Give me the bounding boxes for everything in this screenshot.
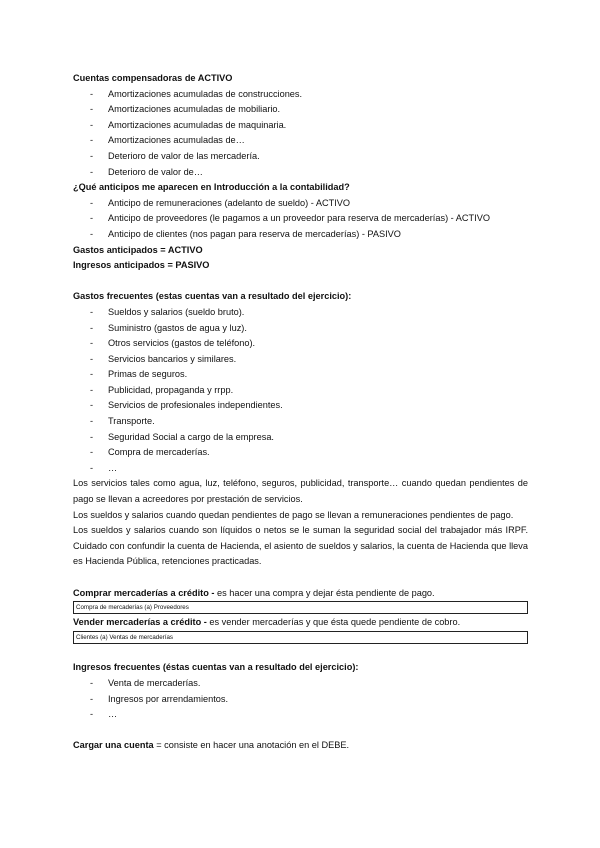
list-item: - Servicios de profesionales independientes. bbox=[73, 398, 528, 414]
ingresos-anticipados-rule: Ingresos anticipados = PASIVO bbox=[73, 260, 210, 271]
list-item: - Publicidad, propaganda y rrpp. bbox=[73, 383, 528, 399]
spacer bbox=[73, 645, 528, 661]
list-item: - … bbox=[73, 707, 528, 723]
list-item: - Compra de mercaderías. bbox=[73, 445, 528, 461]
list-item: - Primas de seguros. bbox=[73, 367, 528, 383]
venta-journal-entry: Clientes (a) Ventas de mercaderías bbox=[73, 631, 528, 644]
list-item: - Transporte. bbox=[73, 414, 528, 430]
list-item: - Amortizaciones acumuladas de mobiliario. bbox=[73, 102, 528, 118]
heading-ingresos-frecuentes: Ingresos frecuentes (éstas cuentas van a resultado del ejercicio): bbox=[73, 662, 359, 673]
gastos-anticipados-rule: Gastos anticipados = ACTIVO bbox=[73, 244, 203, 255]
spacer bbox=[73, 723, 528, 739]
spacer bbox=[73, 274, 528, 290]
list-item: - Otros servicios (gastos de teléfono). bbox=[73, 336, 528, 352]
paragraph-servicios-pendientes: Los servicios tales como agua, luz, teléfono, seguros, publicidad, transporte… cuando quedan pendientes de pago se llevan a acreedores por prestación de servicios. bbox=[73, 478, 528, 505]
heading-anticipos: ¿Qué anticipos me aparecen en Introducción a la contabilidad? bbox=[73, 182, 350, 193]
venta-credito-term: Vender mercaderías a crédito - bbox=[73, 617, 207, 628]
venta-credito-desc: es vender mercaderías y que ésta quede pendiente de cobro. bbox=[209, 617, 461, 628]
document-content bbox=[73, 71, 528, 754]
list-item: - … bbox=[73, 461, 528, 477]
venta-credito-line bbox=[73, 615, 528, 631]
list-item: - Servicios bancarios y similares. bbox=[73, 352, 528, 368]
list-anticipos bbox=[73, 196, 528, 243]
list-item: - Venta de mercaderías. bbox=[73, 676, 528, 692]
list-item: - Anticipo de clientes (nos pagan para reserva de mercaderías) - PASIVO bbox=[73, 227, 528, 243]
compra-journal-entry: Compra de mercaderías (a) Proveedores bbox=[73, 601, 528, 614]
list-item: - Sueldos y salarios (sueldo bruto). bbox=[73, 305, 528, 321]
list-gastos-frecuentes bbox=[73, 305, 528, 477]
compra-credito-line bbox=[73, 586, 528, 602]
list-activo-compensadoras bbox=[73, 87, 528, 181]
list-item: - Amortizaciones acumuladas de maquinaria. bbox=[73, 118, 528, 134]
heading-gastos-frecuentes: Gastos frecuentes (estas cuentas van a resultado del ejercicio): bbox=[73, 291, 352, 302]
cargar-cuenta-desc: = consiste en hacer una anotación en el DEBE. bbox=[156, 740, 350, 751]
list-item: - Ingresos por arrendamientos. bbox=[73, 692, 528, 708]
list-item: - Amortizaciones acumuladas de… bbox=[73, 133, 528, 149]
paragraph-sueldos-liquidos: Los sueldos y salarios cuando son líquidos o netos se le suman la seguridad social del trabajador más IRPF. Cuidado con confundir la cuenta de Hacienda, el asiento de sueldos y salarios, la cuenta de Hacienda que lleva es Hacienda Pública, retenciones practicadas. bbox=[73, 525, 528, 567]
list-item: - Seguridad Social a cargo de la empresa. bbox=[73, 430, 528, 446]
list-item: - Suministro (gastos de agua y luz). bbox=[73, 321, 528, 337]
spacer bbox=[73, 570, 528, 586]
compra-credito-term: Comprar mercaderías a crédito - bbox=[73, 587, 215, 598]
paragraph-sueldos-pendientes: Los sueldos y salarios cuando quedan pendientes de pago se llevan a remuneraciones pendientes de pago. bbox=[73, 509, 514, 520]
cargar-cuenta-term: Cargar una cuenta bbox=[73, 740, 154, 751]
heading-activo-compensadoras: Cuentas compensadoras de ACTIVO bbox=[73, 73, 233, 83]
compra-credito-desc: es hacer una compra y dejar ésta pendiente de pago. bbox=[217, 587, 435, 598]
list-item: - Anticipo de remuneraciones (adelanto de sueldo) - ACTIVO bbox=[73, 196, 528, 212]
cargar-cuenta-line bbox=[73, 738, 528, 754]
list-item: - Anticipo de proveedores (le pagamos a un proveedor para reserva de mercaderías) - ACTIVO bbox=[73, 211, 528, 227]
list-item: - Deterioro de valor de… bbox=[73, 165, 528, 181]
list-ingresos-frecuentes bbox=[73, 676, 528, 723]
list-item: - Amortizaciones acumuladas de construcciones. bbox=[73, 87, 528, 103]
list-item: - Deterioro de valor de las mercadería. bbox=[73, 149, 528, 165]
